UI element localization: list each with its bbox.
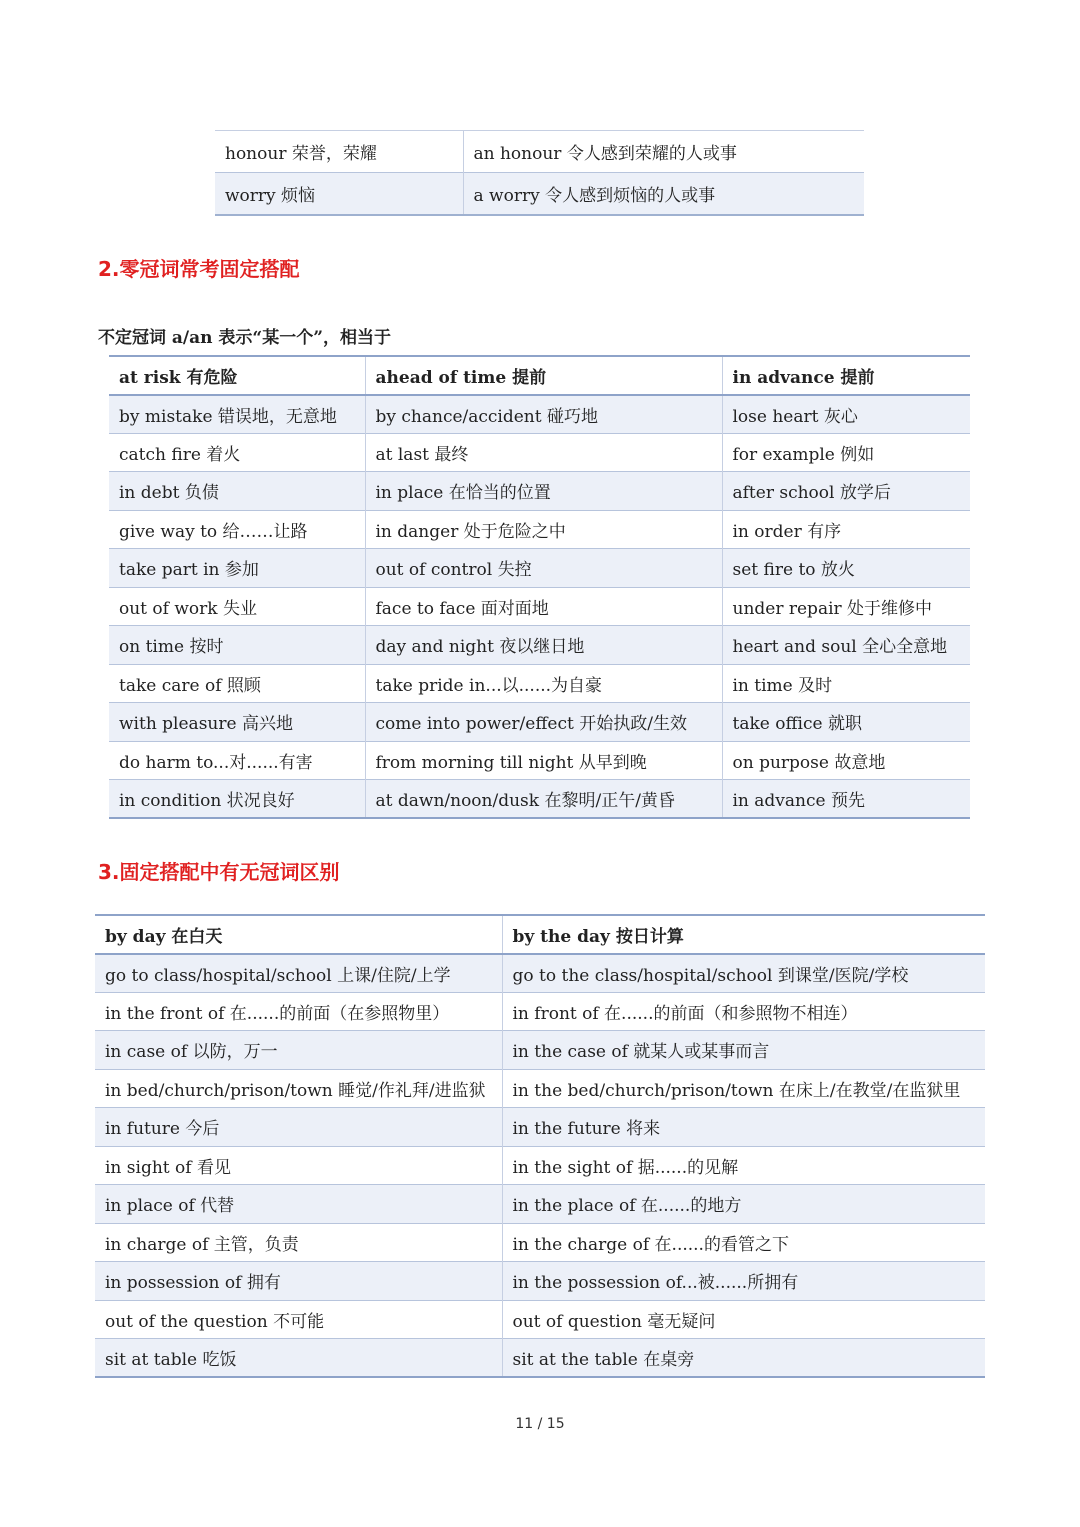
- table-cell: take office 就职: [722, 703, 970, 742]
- table-cell: come into power/effect 开始执政/生效: [365, 703, 722, 742]
- table-row: [95, 1339, 985, 1378]
- table-cell: by chance/accident 碰巧地: [365, 395, 722, 434]
- table-cell: set fire to 放火: [722, 549, 970, 588]
- table-cell: in bed/church/prison/town 睡觉/作礼拜/进监狱: [95, 1069, 502, 1108]
- table-row: [95, 1300, 985, 1339]
- table-cell: by day 在白天: [95, 915, 502, 954]
- table-row: [95, 1262, 985, 1301]
- table-cell: in debt 负债: [109, 472, 365, 511]
- table-cell: in future 今后: [95, 1108, 502, 1147]
- table-cell: in place 在恰当的位置: [365, 472, 722, 511]
- table-cell: day and night 夜以继日地: [365, 626, 722, 665]
- table-cell: worry 烦恼: [215, 173, 463, 215]
- table-cell: catch fire 着火: [109, 433, 365, 472]
- table-row: [109, 780, 970, 819]
- table-row: [95, 1031, 985, 1070]
- table-cell: in place of 代替: [95, 1185, 502, 1224]
- table-cell: on time 按时: [109, 626, 365, 665]
- table-cell: in the sight of 据......的见解: [502, 1146, 985, 1185]
- table-row: [109, 703, 970, 742]
- table-cell: take part in 参加: [109, 549, 365, 588]
- table-cell: on purpose 故意地: [722, 741, 970, 780]
- table-cell: in order 有序: [722, 510, 970, 549]
- table-cell: at last 最终: [365, 433, 722, 472]
- table-cell: by the day 按日计算: [502, 915, 985, 954]
- table-cell: out of work 失业: [109, 587, 365, 626]
- table-article-difference: [95, 914, 985, 1378]
- table-row: [95, 992, 985, 1031]
- table-row: [109, 472, 970, 511]
- table-cell: in the bed/church/prison/town 在床上/在教堂/在监狱里: [502, 1069, 985, 1108]
- table-cell: take care of 照顾: [109, 664, 365, 703]
- table-cell: in charge of 主管，负责: [95, 1223, 502, 1262]
- table-cell: lose heart 灰心: [722, 395, 970, 434]
- table-cell: out of question 毫无疑问: [502, 1300, 985, 1339]
- table-cell: take pride in...以......为自豪: [365, 664, 722, 703]
- table-row: [109, 626, 970, 665]
- table-cell: in the front of 在......的前面（在参照物里）: [95, 992, 502, 1031]
- table-row: [109, 395, 970, 434]
- table-row: [95, 1069, 985, 1108]
- table-cell: a worry 令人感到烦恼的人或事: [463, 173, 864, 215]
- table-cell: in possession of 拥有: [95, 1262, 502, 1301]
- table-cell: an honour 令人感到荣耀的人或事: [463, 131, 864, 173]
- table-cell: in condition 状况良好: [109, 780, 365, 819]
- page-number: 11 / 15: [515, 1416, 565, 1432]
- table-cell: out of the question 不可能: [95, 1300, 502, 1339]
- table-cell: at dawn/noon/dusk 在黎明/正午/黄昏: [365, 780, 722, 819]
- table-cell: in sight of 看见: [95, 1146, 502, 1185]
- table-zero-article-collocations: [109, 355, 970, 819]
- section-heading-zero-article: 2.零冠词常考固定搭配: [98, 257, 300, 281]
- table-row: [95, 1185, 985, 1224]
- table-cell: in the possession of...被......所拥有: [502, 1262, 985, 1301]
- table-cell: in advance 提前: [722, 356, 970, 395]
- table-row: [109, 510, 970, 549]
- table-row: [215, 173, 864, 215]
- table-cell: in the case of 就某人或某事而言: [502, 1031, 985, 1070]
- table-row: [109, 587, 970, 626]
- table-cell: in front of 在......的前面（和参照物不相连）: [502, 992, 985, 1031]
- section-heading-article-difference: 3.固定搭配中有无冠词区别: [98, 860, 340, 884]
- table-row: [95, 1108, 985, 1147]
- table-cell: sit at table 吃饭: [95, 1339, 502, 1378]
- table-cell: after school 放学后: [722, 472, 970, 511]
- table-row: [95, 1223, 985, 1262]
- table-noun-articles: [215, 130, 864, 216]
- table-cell: at risk 有危险: [109, 356, 365, 395]
- table-row: [109, 741, 970, 780]
- table-cell: sit at the table 在桌旁: [502, 1339, 985, 1378]
- table-row: [109, 664, 970, 703]
- table-header-row: [95, 915, 985, 954]
- table-header-row: [109, 356, 970, 395]
- table-cell: honour 荣誉，荣耀: [225, 144, 377, 164]
- table-row: [95, 1146, 985, 1185]
- table-cell: heart and soul 全心全意地: [722, 626, 970, 665]
- table-cell: in the charge of 在......的看管之下: [502, 1223, 985, 1262]
- table-cell: in case of 以防，万一: [95, 1031, 502, 1070]
- table-row: [109, 433, 970, 472]
- table-cell: by mistake 错误地，无意地: [109, 395, 365, 434]
- table-row: [215, 131, 864, 173]
- table-cell: with pleasure 高兴地: [109, 703, 365, 742]
- table-cell: in advance 预先: [722, 780, 970, 819]
- table-cell: in the future 将来: [502, 1108, 985, 1147]
- table-row: [109, 549, 970, 588]
- table-cell: go to class/hospital/school 上课/住院/上学: [95, 954, 502, 993]
- table-cell: face to face 面对面地: [365, 587, 722, 626]
- table-cell: go to the class/hospital/school 到课堂/医院/学校: [502, 954, 985, 993]
- table-cell: from morning till night 从早到晚: [365, 741, 722, 780]
- table-cell: ahead of time 提前: [365, 356, 722, 395]
- table-cell: in time 及时: [722, 664, 970, 703]
- table-cell: out of control 失控: [365, 549, 722, 588]
- table-cell: do harm to...对......有害: [109, 741, 365, 780]
- table-cell: in danger 处于危险之中: [365, 510, 722, 549]
- table-cell: in the place of 在......的地方: [502, 1185, 985, 1224]
- table-cell: give way to 给……让路: [109, 510, 365, 549]
- table-cell: under repair 处于维修中: [722, 587, 970, 626]
- table-row: [95, 954, 985, 993]
- section-intro: 不定冠词 a/an 表示“某一个”，相当于: [98, 328, 391, 348]
- table-cell: for example 例如: [722, 433, 970, 472]
